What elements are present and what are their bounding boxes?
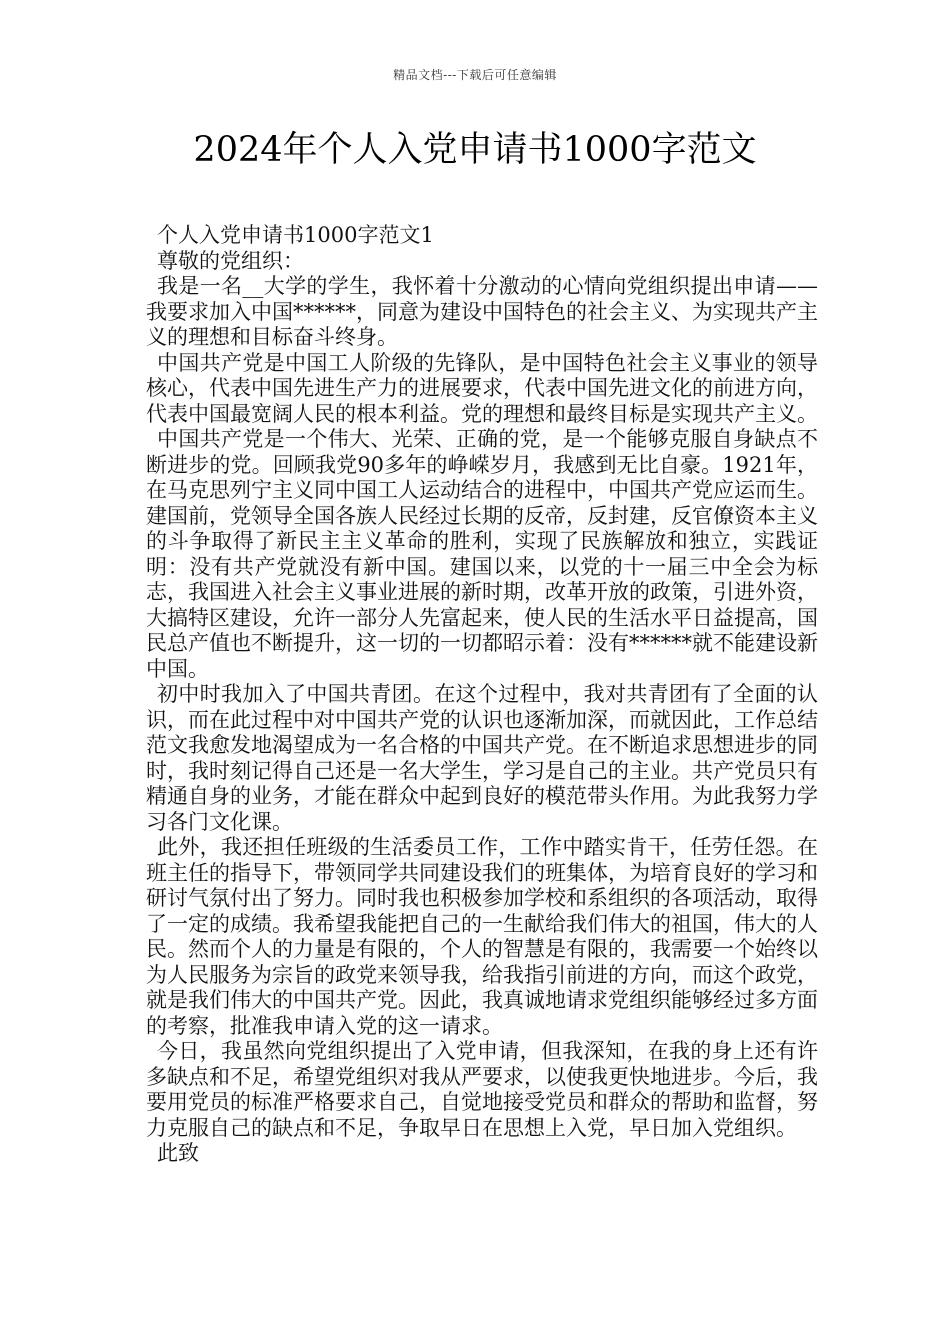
- header-note: 精品文档---下载后可任意编辑: [393, 68, 557, 82]
- paragraph: 此外，我还担任班级的生活委员工作，工作中踏实肯干，任劳任怨。在班主任的指导下，带领同学共同建设我们的班集体，为培育良好的学习和研讨气氛付出了努力。同时我也积极参加学校和系组织的各项活动，取得了一定的成绩。我希望我能把自己的一生献给我们伟大的祖国，伟大的人民。然而个人的力量是有限的，个人的智慧是有限的，我需要一个始终以为人民服务为宗旨的政党来领导我，给我指引前进的方向，而这个政党，就是我们伟大的中国共产党。因此，我真诚地请求党组织能够经过多方面的考察，批准我申请入党的这一请求。: [146, 835, 818, 1038]
- paragraph: 初中时我加入了中国共青团。在这个过程中，我对共青团有了全面的认识，而在此过程中对中国共产党的认识也逐渐加深，而就因此，工作总结范文我愈发地渴望成为一名合格的中国共产党。在不断追求思想进步的同时，我时刻记得自己还是一名大学生，学习是自己的主业。共产党员只有精通自身的业务，才能在群众中起到良好的模范带头作用。为此我努力学习各门文化课。: [146, 682, 818, 834]
- closing: 此致: [157, 1141, 199, 1165]
- paragraph: 中国共产党是中国工人阶级的先锋队，是中国特色社会主义事业的领导核心，代表中国先进生产力的进展要求，代表中国先进文化的前进方向，代表中国最宽阔人民的根本利益。党的理想和最终目标是实现共产主义。: [146, 350, 818, 426]
- salutation: 尊敬的党组织：: [157, 248, 304, 273]
- page-title: 2024年个人入党申请书1000字范文: [193, 130, 757, 170]
- paragraph: 今日，我虽然向党组织提出了入党申请，但我深知，在我的身上还有许多缺点和不足，希望党组织对我从严要求，以使我更快地进步。今后，我要用党员的标准严格要求自己，自觉地接受党员和群众的帮助和监督，努力克服自己的缺点和不足，争取早日在思想上入党，早日加入党组织。: [146, 1039, 818, 1140]
- paragraph: 中国共产党是一个伟大、光荣、正确的党，是一个能够克服自身缺点不断进步的党。回顾我党90多年的峥嵘岁月，我感到无比自豪。1921年，在马克思列宁主义同中国工人运动结合的进程中，中国共产党应运而生。建国前，党领导全国各族人民经过长期的反帝，反封建，反官僚资本主义的斗争取得了新民主主义革命的胜利，实现了民族解放和独立，实践证明：没有共产党就没有新中国。建国以来，以党的十一届三中全会为标志，我国进入社会主义事业进展的新时期，改革开放的政策，引进外资，大搞特区建设，允许一部分人先富起来，使人民的生活水平日益提高，国民总产值也不断提升，这一切的一切都昭示着：没有******就不能建设新中国。: [146, 427, 818, 681]
- document-subtitle: 个人入党申请书1000字范文1: [157, 223, 434, 247]
- document-body: [146, 223, 818, 1167]
- paragraph: 我是一名__大学的学生，我怀着十分激动的心情向党组织提出申请——我要求加入中国******，同意为建设中国特色的社会主义、为实现共产主义的理想和目标奋斗终身。: [146, 274, 818, 349]
